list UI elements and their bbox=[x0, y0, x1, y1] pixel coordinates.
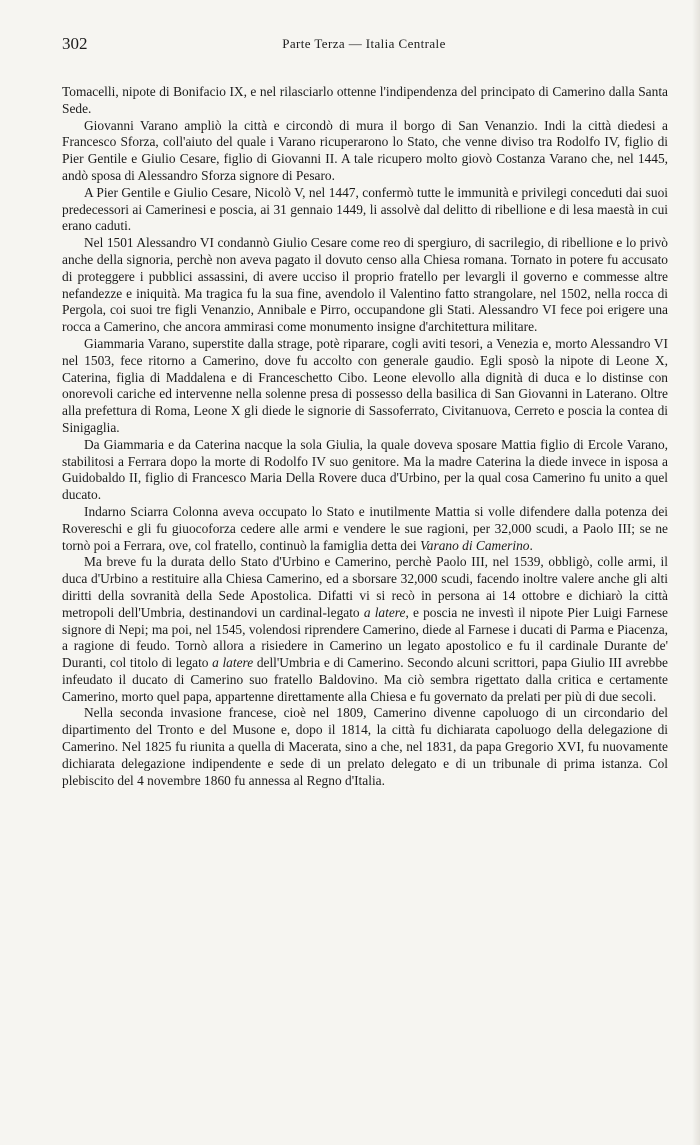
paragraph: Giammaria Varano, superstite dalla strage, potè riparare, cogli aviti tesori, a Venezia e, morto Alessandro VI nel 1503, fece ritorno a Camerino, dove fu accolto con generale gaudio. Egli sposò la nipote di Leone X, Caterina, figlia di Maddalena e di Franceschetto Cibo. Leone elevollo alla dignità di duca e lo distinse con onorevoli cariche ed intervenne nella solenne presa di possesso della basilica di San Giovanni in Laterano. Oltre alla prefettura di Roma, Leone X gli diede le signorie di Sassoferrato, Civitanuova, Cerreto e poscia la contea di Sinigaglia. bbox=[62, 335, 668, 435]
paragraph: Nella seconda invasione francese, cioè nel 1809, Camerino divenne capoluogo di un circondario del dipartimento del Tronto e del Musone e, dopo il 1814, la città fu dichiarata capoluogo della delegazione di Camerino. Nel 1825 fu riunita a quella di Macerata, sino a che, nel 1831, da papa Gregorio XVI, fu nuovamente dichiarata delegazione indipendente e sede di un prelato delegato e di un tribunale di prima istanza. Col plebiscito del 4 novembre 1860 fu annessa al Regno d'Italia. bbox=[62, 705, 668, 788]
page-edge bbox=[692, 0, 700, 1145]
paragraph: Ma breve fu la durata dello Stato d'Urbino e Camerino, perchè Paolo III, nel 1539, obbligò, colle armi, il duca d'Urbino a restituire alla Chiesa Camerino, ed a sborsare 32,000 scudi, facendo inoltre valere anche gli alti diritti della sovranità della Sede Apostolica. Difatti vi si recò in persona ai 14 ottobre e dichiarò la città metropoli dell'Umbria, destinandovi un cardinal-legato a latere, e poscia ne investì il nipote Pier Luigi Farnese signore di Nepi; ma poi, nel 1545, volendosi riprendere Camerino, diede al Farnese i ducati di Parma e Piacenza, a ragione di feudo. Tornò allora a risiedere in Camerino un legato apostolico e fu il cardinale Durante de' Duranti, col titolo di legato a latere dell'Umbria e di Camerino. Secondo alcuni scrittori, papa Giulio III avrebbe infeudato il ducato di Camerino suo fratello Baldovino. Ma ciò sembra rigettato dalla critica e certamente Camerino, morto quel papa, appartenne direttamente alla Chiesa e fu governato da prelati per più di due secoli. bbox=[62, 554, 668, 704]
page-header bbox=[62, 34, 666, 54]
paragraph: Nel 1501 Alessandro VI condannò Giulio Cesare come reo di spergiuro, di sacrilegio, di ribellione e lo privò anche della signoria, perchè non aveva pagato il dovuto censo alla Chiesa romana. Tornato in potere fu accusato di proteggere i pubblici assassini, di avere ucciso il proprio fratello per levargli il governo e commesse altre nefandezze e iniquità. Ma tragica fu la sua fine, avendolo il Valentino fatto strangolare, nel 1502, nella rocca di Pergola, coi suoi tre figli Venanzio, Annibale e Pirro, occupandone gli Stati. Alessandro VI fece poi erigere una rocca a Camerino, che ancora ammirasi come monumento insigne d'architettura militare. bbox=[62, 235, 668, 335]
paragraph: Indarno Sciarra Colonna aveva occupato lo Stato e inutilmente Mattia si volle difendere dalla potenza dei Rovereschi e gli fu giuocoforza cedere alle armi e vendere le sue ragioni, per 32,000 scudi, a Paolo III; se ne tornò poi a Ferrara, ove, col fratello, continuò la famiglia detta dei Varano di Camerino. bbox=[62, 503, 668, 553]
italic-latin-phrase: a latere bbox=[363, 604, 406, 620]
italic-family-name: Varano di Camerino bbox=[420, 537, 530, 553]
paragraph: Giovanni Varano ampliò la città e circondò di mura il borgo di San Venanzio. Indi la città diedesi a Francesco Sforza, coll'aiuto del quale i Varano ricuperarono lo Stato, che venne diviso tra Rodolfo IV, figlio di Pier Gentile e Giulio Cesare, figlio di Giovanni II. A tale ricupero molto giovò Costanza Varano che, nel 1445, andò sposa di Alessandro Sforza signore di Pesaro. bbox=[62, 117, 668, 183]
page-number: 302 bbox=[62, 34, 88, 53]
paragraph: Tomacelli, nipote di Bonifacio IX, e nel rilasciarlo ottenne l'indipendenza del principato di Camerino dalla Santa Sede. bbox=[62, 84, 668, 116]
running-head: Parte Terza — Italia Centrale bbox=[282, 36, 446, 51]
italic-latin-phrase: a latere bbox=[212, 655, 254, 671]
body-text bbox=[62, 84, 668, 789]
paragraph: A Pier Gentile e Giulio Cesare, Nicolò V, nel 1447, confermò tutte le immunità e privilegi conceduti dai suoi predecessori ai Camerinesi e poscia, ai 31 gennaio 1449, li assolvè dal delitto di ribellione e di lesa maestà in cui erano caduti. bbox=[62, 184, 668, 234]
paragraph: Da Giammaria e da Caterina nacque la sola Giulia, la quale doveva sposare Mattia figlio di Ercole Varano, stabilitosi a Ferrara dopo la morte di Rodolfo IV suo genitore. Ma la madre Caterina la diede invece in isposa a Guidobaldo II, figlio di Francesco Maria Della Rovere duca d'Urbino, per la qual cosa Camerino fu unito a quel ducato. bbox=[62, 436, 668, 503]
